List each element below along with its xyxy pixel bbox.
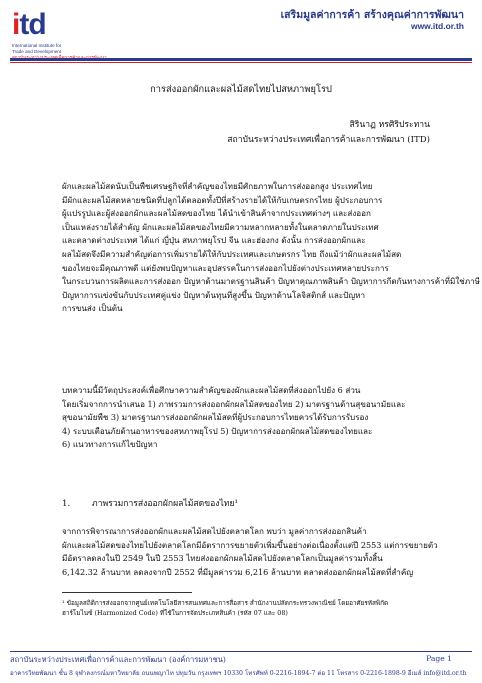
itd-logo [12, 10, 82, 62]
logo-subtitle-2: Trade and Development [12, 49, 62, 54]
objective-paragraph [62, 384, 428, 452]
page-label: Page [426, 654, 445, 663]
logo-mark [12, 10, 46, 40]
header-divider [10, 58, 472, 61]
author-name: สิรินาฏ หรศิริประทาน [349, 120, 430, 130]
text-line: เป็นแหล่งรายได้สำคัญ ผักและผลไม้สดของไทยมีความหลากหลายทั้งในตลาดภายในประเทศ [62, 221, 379, 232]
footnote [62, 598, 428, 618]
section-title: ภาพรวมการส่งออกผักผลไม้สดของไทย¹ [92, 499, 238, 509]
text-line: มีผักและผลไม้สดหลายชนิดที่ปลูกได้ตลอดทั้งปีที่สร้างรายได้ให้กับเกษตรกรไทย ผู้ประกอบการ [62, 194, 383, 205]
footer-divider [10, 651, 472, 652]
section-number: 1. [62, 499, 71, 509]
document-title: การส่งออกผักและผลไม้สดไทยไปสหภาพยุโรป [150, 84, 332, 95]
header-slogan: เสริมมูลค่าการค้า สร้างคุณค่าการพัฒนา [280, 9, 464, 21]
text-line: ของไทยจะมีคุณภาพดี แต่ยังพบปัญหาและอุปสรรคในการส่งออกไปยังต่างประเทศหลายประการ [62, 262, 389, 273]
text-line: 6) แนวทางการแก้ไขปัญหา [62, 439, 158, 450]
text-line: และตลาดต่างประเทศ ได้แก่ ญี่ปุ่น สหภาพยุโรป จีน และฮ่องกง ดังนั้น การส่งออกผักและ [62, 235, 366, 246]
page-indicator [426, 654, 452, 663]
text-line: ผักและผลไม้สดของไทยไปยังตลาดโลกมีอัตราการขยายตัวเพิ่มขึ้นอย่างต่อเนื่องตั้งแต่ปี 2553 แต่การขยายตัว [62, 539, 438, 550]
text-line: ปัญหาการแข่งขันกับประเทศคู่แข่ง ปัญหาต้นทุนที่สูงขึ้น ปัญหาด้านโลจิสติกส์ และปัญหา [62, 289, 366, 300]
text-line: 6,142.32 ล้านบาท ลดลงจากปี 2552 ที่มีมูลค่ารวม 6,216 ล้านบาท ตลาดส่งออกผักผลไม้สดที่สำคัญ [62, 566, 414, 577]
text-line: โดยเริ่มจากการนำเสนอ 1) ภาพรวมการส่งออกผักผลไม้สดของไทย 2) มาตรฐานด้านสุขอนามัยและ [62, 398, 406, 409]
author-affiliation: สถาบันระหว่างประเทศเพื่อการค้าและการพัฒนา (ITD) [227, 135, 430, 145]
text-line: บทความนี้มีวัตถุประสงค์เพื่อศึกษาความสำคัญของผักและผลไม้สดที่ส่งออกไปยัง 6 ส่วน [62, 385, 361, 395]
footnote-divider [62, 592, 192, 593]
text-line: ¹ ข้อมูลสถิติการส่งออกจากศูนย์เทคโนโลยีสารสนเทศและการสื่อสาร สำนักงานปลัดกระทรวงพาณิชย์ โดยอาศัยรหัสพิกัด [62, 599, 389, 607]
text-line: การขนส่ง เป็นต้น [62, 303, 123, 314]
text-line: มีอัตราลดลงในปี 2549 ในปี 2553 ไทยส่งออกผักผลไม้สดไปยังตลาดโลกเป็นมูลค่ารวมทั้งสิ้น [62, 553, 383, 564]
text-line: 4) ระบบเตือนภัยด้านอาหารของสหภาพยุโรป 5) ปัญหาการส่งออกผักผลไม้สดของไทยและ [62, 425, 373, 436]
text-line: ผู้แปรรูปและผู้ส่งออกผักและผลไม้สดของไทย ได้นำเข้าสินค้าจากประเทศต่างๆ และส่งออก [62, 208, 371, 219]
text-line: ผักและผลไม้สดนับเป็นพืชเศรษฐกิจที่สำคัญของไทยมีศักยภาพในการส่งออกสูง ประเทศไทย [62, 181, 373, 191]
text-line: ฮาร์โมไนซ์ (Harmonized Code) ที่ใช้ในการจัดประเภทสินค้า (รหัส 07 และ 08) [62, 609, 288, 617]
logo-letter-i: i [12, 8, 20, 41]
section-heading [62, 496, 238, 510]
text-line: ผลไม้สดจึงมีความสำคัญต่อการเพิ่มรายได้ให้กับประเทศและเกษตรกร ไทย ถึงแม้ว่าผักและผลไม้สด [62, 248, 402, 259]
header-divider-accent [10, 62, 472, 63]
header-website: www.itd.or.th [410, 21, 464, 31]
page-number: 1 [447, 654, 452, 663]
logo-letters-td: td [19, 8, 46, 41]
text-line: สุขอนามัยพืช 3) มาตรฐานการส่งออกผักผลไม้สดที่ผู้ประกอบการไทยควรได้รับการรับรอง [62, 412, 369, 423]
footer-org: สถาบันระหว่างประเทศเพื่อการค้าและการพัฒนา (องค์การมหาชน) [10, 655, 226, 664]
intro-paragraph [62, 180, 480, 316]
section-paragraph [62, 525, 438, 579]
page-header [0, 0, 482, 70]
footer-address: อาคารวิทยพัฒนา ชั้น 8 จุฬาลงกรณ์มหาวิทยาลัย ถนนพญาไท ปทุมวัน กรุงเทพฯ 10330 โทรศัพท์ 0-2216-1894-7 ต่อ 11 โทรสาร 0-2216-1898-9 อีเมล์ info@itd.or.th [10, 670, 467, 677]
logo-subtitle-1: International Institute for [12, 43, 62, 48]
text-line: ในกระบวนการผลิตและการส่งออก ปัญหาด้านมาตรฐานสินค้า ปัญหาคุณภาพสินค้า ปัญหาการกีดกันทางการค้าที่มิใช่ภาษี [62, 276, 480, 287]
text-line: จากการพิจารณาการส่งออกผักและผลไม้สดไปยังตลาดโลก พบว่า มูลค่าการส่งออกสินค้า [62, 526, 367, 536]
